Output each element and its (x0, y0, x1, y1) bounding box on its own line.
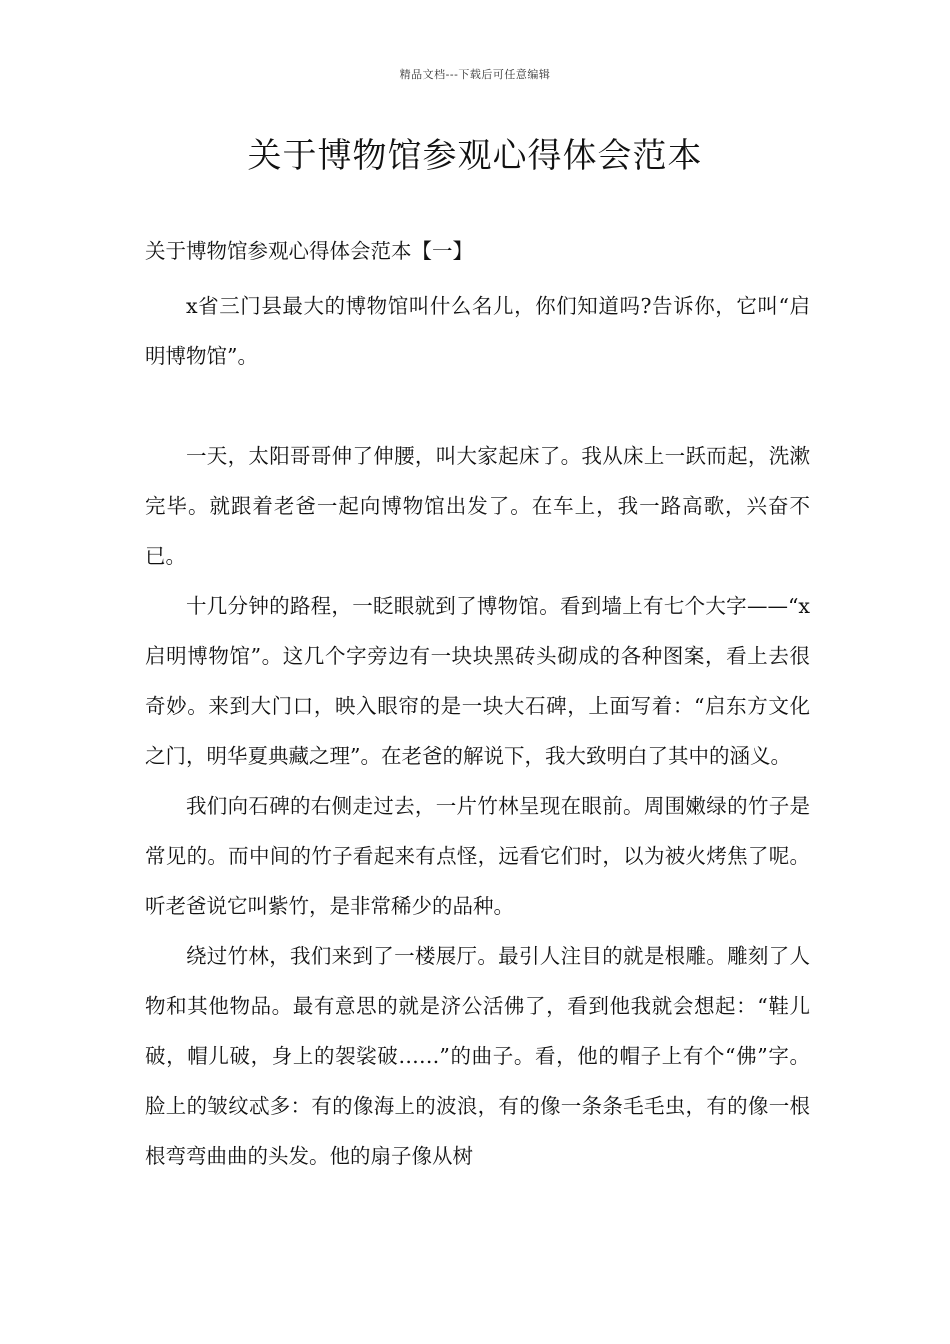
blank-line (145, 381, 810, 431)
paragraph: 一天，太阳哥哥伸了伸腰，叫大家起床了。我从床上一跃而起，洗漱完毕。就跟着老爸一起向博物馆出发了。在车上，我一路高歌，兴奋不已。 (145, 444, 810, 568)
page-header: 精品文档---下载后可任意编辑 (399, 68, 551, 81)
section-heading: 关于博物馆参观心得体会范本【一】 (145, 239, 473, 263)
paragraph: 绕过竹林，我们来到了一楼展厅。最引人注目的就是根雕。雕刻了人物和其他物品。最有意思的就是济公活佛了，看到他我就会想起：“鞋儿破，帽儿破，身上的袈裟破……”的曲子。看，他的帽子上有个“佛”字。脸上的皱纹忒多：有的像海上的波浪，有的像一条条毛毛虫，有的像一根根弯弯曲曲的头发。他的扇子像从树 (145, 944, 810, 1168)
document-title: 关于博物馆参观心得体会范本 (247, 136, 703, 176)
paragraph: 我们向石碑的右侧走过去，一片竹林呈现在眼前。周围嫩绿的竹子是常见的。而中间的竹子看起来有点怪，远看它们时，以为被火烤焦了呢。听老爸说它叫紫竹，是非常稀少的品种。 (145, 794, 810, 918)
document-body (145, 231, 810, 1181)
paragraph: x省三门县最大的博物馆叫什么名儿，你们知道吗?告诉你，它叫“启明博物馆”。 (145, 294, 810, 368)
paragraph: 十几分钟的路程，一眨眼就到了博物馆。看到墙上有七个大字——“x启明博物馆”。这几个字旁边有一块块黑砖头砌成的各种图案，看上去很奇妙。来到大门口，映入眼帘的是一块大石碑，上面写着：“启东方文化之门，明华夏典藏之理”。在老爸的解说下，我大致明白了其中的涵义。 (145, 594, 810, 768)
